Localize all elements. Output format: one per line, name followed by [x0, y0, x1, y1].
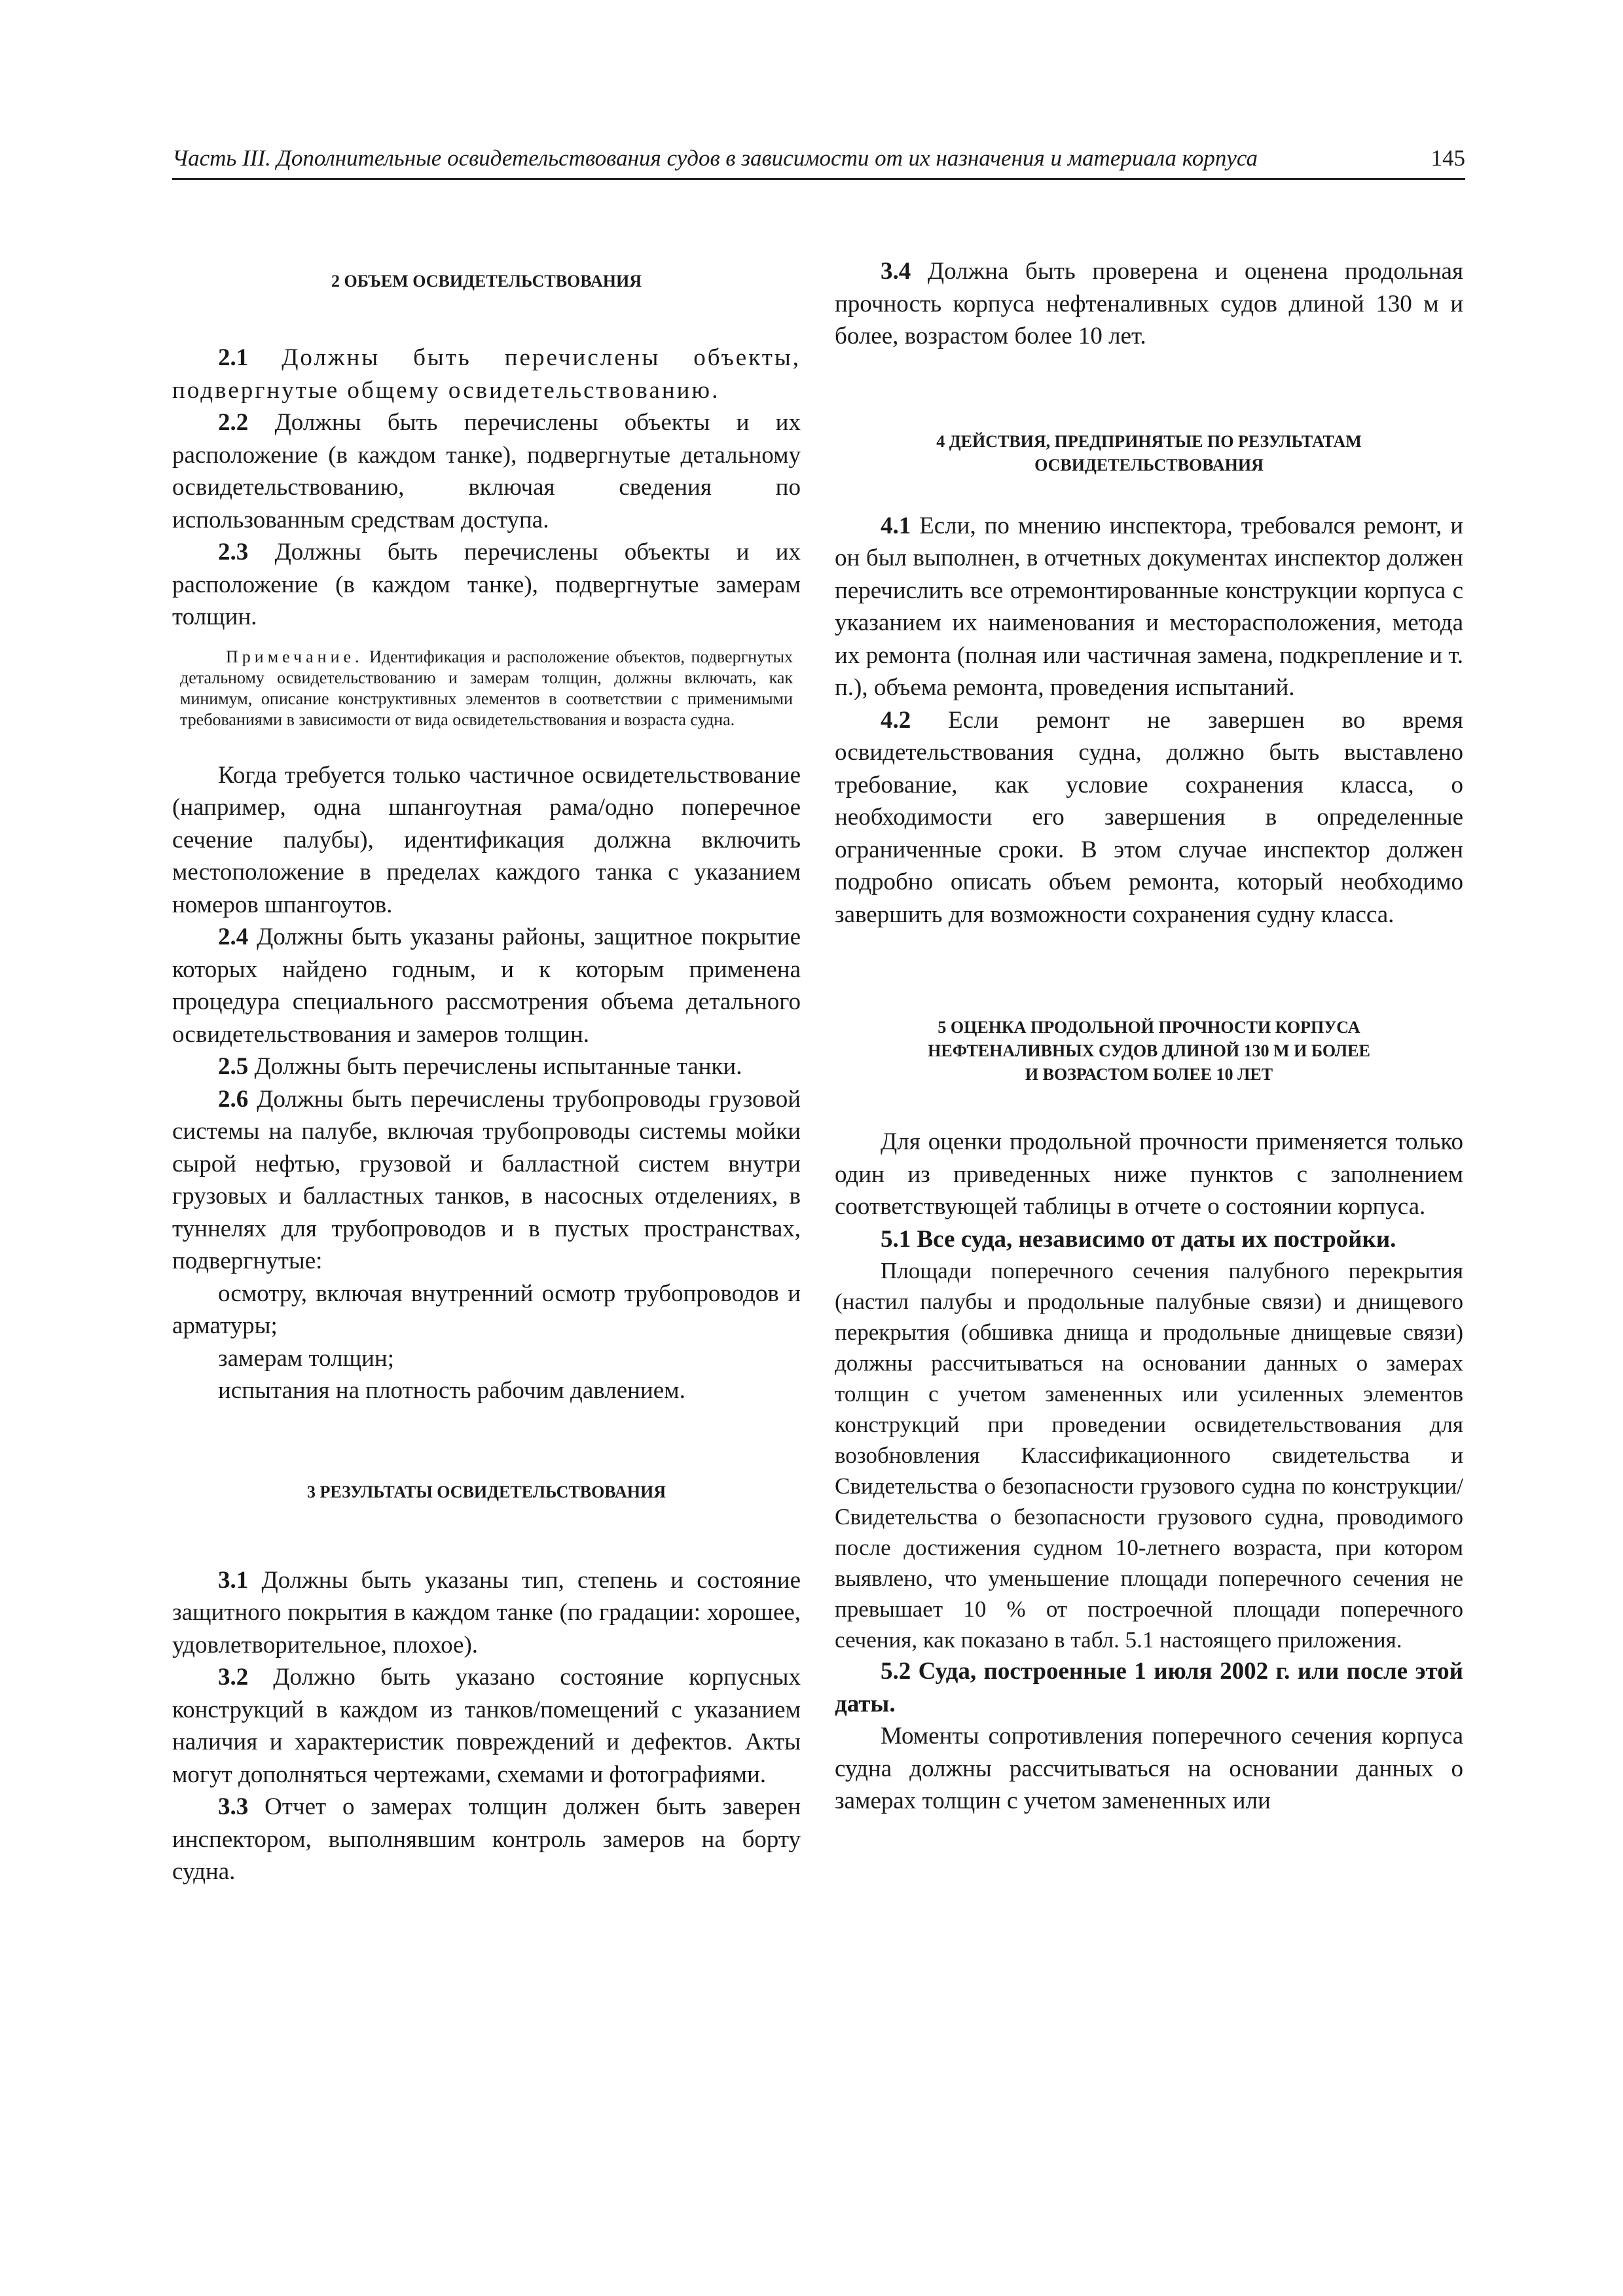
- para-5-2: Моменты сопротивления поперечного сечения корпуса судна должны рассчитываться на основании данных о замерах толщин с учетом замененных или: [835, 1723, 1463, 1814]
- para-5-1-title: 5.1 Все суда, независимо от даты их постройки.: [881, 1225, 1396, 1253]
- section-5-heading: 5 ОЦЕНКА ПРОДОЛЬНОЙ ПРОЧНОСТИ КОРПУСА НЕФТЕНАЛИВНЫХ СУДОВ ДЛИНОЙ 130 М И БОЛЕЕ И ВОЗРАСТОМ БОЛЕЕ 10 ЛЕТ: [928, 1018, 1370, 1084]
- para-5-intro: Для оценки продольной прочности применяется только один из приведенных ниже пунктов с заполнением соответствующей таблицы в отчете о состоянии корпуса.: [835, 1128, 1463, 1220]
- para-3-3: 3.3 Отчет о замерах толщин должен быть заверен инспектором, выполнявшим контроль замеров на борту судна.: [172, 1793, 801, 1885]
- para-2-5: 2.5 Должны быть перечислены испытанные танки.: [218, 1053, 742, 1080]
- right-column: [835, 255, 1463, 1818]
- section-4-heading: 4 ДЕЙСТВИЯ, ПРЕДПРИНЯТЫЕ ПО РЕЗУЛЬТАТАМ ОСВИДЕТЕЛЬСТВОВАНИЯ: [936, 431, 1362, 475]
- para-3-4: 3.4 Должна быть проверена и оценена продольная прочность корпуса нефтеналивных судов длиной 130 м и более, возрастом более 10 лет.: [835, 258, 1463, 350]
- para-2-3: 2.3 Должны быть перечислены объекты и их расположение (в каждом танке), подвергнутые замерам толщин.: [172, 539, 801, 630]
- running-header: [172, 145, 1465, 180]
- note: Примечание. Идентификация и расположение объектов, подвергнутых детальному освидетельствованию и замерам толщин, должны включать, как минимум, описание конструктивных элементов в соответствии с применимыми требованиями в зависимости от вида освидетельствования и возраста судна.: [180, 647, 793, 729]
- para-3-1: 3.1 Должны быть указаны тип, степень и состояние защитного покрытия в каждом танке (по градации: хорошее, удовлетворительное, плохое).: [172, 1566, 801, 1659]
- para-2-2: 2.2 Должны быть перечислены объекты и их расположение (в каждом танке), подвергнутые детальному освидетельствованию, включая сведения по использованным средствам доступа.: [172, 409, 801, 533]
- section-3-heading: 3 РЕЗУЛЬТАТЫ ОСВИДЕТЕЛЬСТВОВАНИЯ: [306, 1482, 666, 1501]
- list-item: испытания на плотность рабочим давлением.: [218, 1377, 685, 1404]
- left-column: [172, 255, 801, 1888]
- para-5-2-title: 5.2 Суда, построенные 1 июля 2002 г. или после этой даты.: [835, 1658, 1463, 1717]
- page-number: 145: [1431, 145, 1465, 171]
- list-item: осмотру, включая внутренний осмотр трубопроводов и арматуры;: [172, 1280, 801, 1339]
- section-2-heading: 2 ОБЪЕМ ОСВИДЕТЕЛЬСТВОВАНИЯ: [331, 272, 642, 291]
- para-5-1: Площади поперечного сечения палубного перекрытия (настил палубы и продольные палубные связи) и днищевого перекрытия (обшивка днища и продольные днищевые связи) должны рассчитываться на основании данных о замерах толщин с учетом замененных или усиленных элементов конструкций при проведении освидетельствования для возобновления Классификационного свидетельства и Свидетельства о безопасности грузового судна по конструкции/Свидетельства о безопасности грузового судна, проводимого после достижения судном 10-летнего возраста, при котором выявлено, что уменьшение площади поперечного сечения не превышает 10 % от построечной площади поперечного сечения, как показано в табл. 5.1 настоящего приложения.: [835, 1258, 1463, 1653]
- para-2-4: 2.4 Должны быть указаны районы, защитное покрытие которых найдено годным, и к которым применена процедура специального рассмотрения объема детального освидетельствования и замеров толщин.: [172, 924, 801, 1048]
- para-4-1: 4.1 Если, по мнению инспектора, требовался ремонт, и он был выполнен, в отчетных документах инспектор должен перечислить все отремонтированные конструкции корпуса с указанием их наименования и месторасположения, метода их ремонта (полная или частичная замена, подкрепление и т. п.), объема ремонта, проведения испытаний.: [835, 512, 1463, 701]
- para-2-6: 2.6 Должны быть перечислены трубопроводы грузовой системы на палубе, включая трубопроводы системы мойки сырой нефтью, грузовой и балластной систем внутри грузовых и балластных танков, в насосных отделениях, в туннелях для трубопроводов и в пустых пространствах, подвергнутые:: [172, 1085, 801, 1274]
- para-partial-survey: Когда требуется только частичное освидетельствование (например, одна шпангоутная рама/одно поперечное сечение палубы), идентификация должна включить местоположение в пределах каждого танка с указанием номеров шпангоутов.: [172, 761, 801, 918]
- para-4-2: 4.2 Если ремонт не завершен во время освидетельствования судна, должно быть выставлено требование, как условие сохранения класса, о необходимости его завершения в определенные ограниченные сроки. В этом случае инспектор должен подробно описать объем ремонта, который необходимо завершить для возможности сохранения судну класса.: [835, 706, 1463, 928]
- running-header-title: Часть III. Дополнительные освидетельствования судов в зависимости от их назначения и материала корпуса: [172, 145, 1258, 171]
- para-2-1: 2.1 Должны быть перечислены объекты, подвергнутые общему освидетельствованию.: [172, 344, 801, 404]
- list-item: замерам толщин;: [218, 1344, 394, 1372]
- para-3-2: 3.2 Должно быть указано состояние корпусных конструкций в каждом из танков/помещений с указанием наличия и характеристик повреждений и дефектов. Акты могут дополняться чертежами, схемами и фотографиями.: [172, 1664, 801, 1788]
